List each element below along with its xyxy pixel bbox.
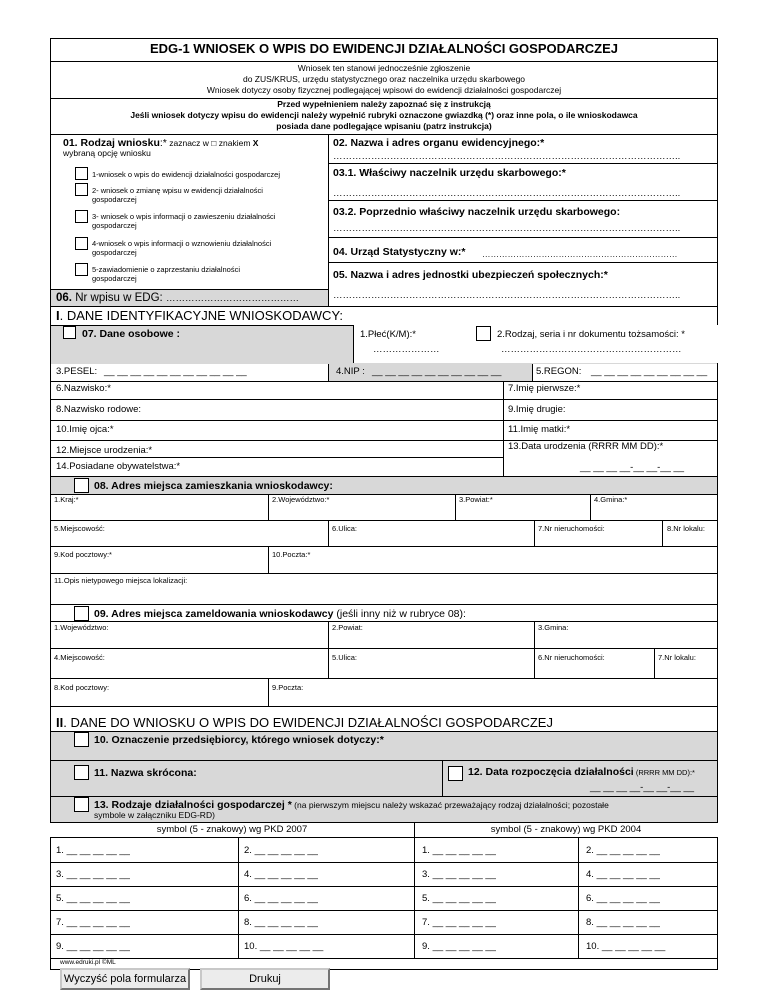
- field-11-checkbox[interactable]: [74, 765, 89, 780]
- registered-postal-code[interactable]: 8.Kod pocztowy:: [54, 683, 110, 692]
- field-031-input[interactable]: ………………………………………………………………………………………………..: [333, 189, 681, 199]
- address-street[interactable]: 6.Ulica:: [332, 524, 358, 533]
- pkd2004-row-8[interactable]: 8. __ __ __ __ __: [586, 917, 660, 928]
- field-07-label: 07. Dane osobowe :: [82, 328, 181, 340]
- field-12-label: 12. Data rozpoczęcia działalności (RRRR MM DD):*: [468, 766, 695, 778]
- registered-house-number[interactable]: 6.Nr nieruchomości:: [538, 653, 605, 662]
- nip-input[interactable]: __ __ __ __ __ __ __ __ __ __: [372, 366, 502, 377]
- field-01-label: 01. Rodzaj wniosku:* zaznacz w □ znakiem X: [63, 137, 259, 149]
- pkd2004-row-2[interactable]: 2. __ __ __ __ __: [586, 845, 660, 856]
- surname-field[interactable]: 6.Nazwisko:*: [56, 383, 111, 394]
- pkd2007-row-9[interactable]: 9. __ __ __ __ __: [56, 941, 130, 952]
- pkd2004-row-4[interactable]: 4. __ __ __ __ __: [586, 869, 660, 880]
- maiden-name-field[interactable]: 8.Nazwisko rodowe:: [56, 404, 142, 415]
- address-country[interactable]: 1.Kraj:*: [54, 495, 79, 504]
- pkd2004-row-5[interactable]: 5. __ __ __ __ __: [422, 893, 496, 904]
- pkd2007-row-3[interactable]: 3. __ __ __ __ __: [56, 869, 130, 880]
- father-name-field[interactable]: 10.Imię ojca:*: [56, 424, 114, 435]
- birthdate-label: 13.Data urodzenia (RRRR MM DD):*: [508, 441, 664, 452]
- pkd2007-row-8[interactable]: 8. __ __ __ __ __: [244, 917, 318, 928]
- id-doc-input[interactable]: …………………………………………………: [501, 344, 682, 355]
- citizenship-field[interactable]: 14.Posiadane obywatelstwa:*: [56, 461, 181, 472]
- request-type-5-checkbox[interactable]: [75, 263, 88, 276]
- field-08-checkbox[interactable]: [74, 478, 89, 493]
- footer-site: www.edruki.pl ©ML: [60, 959, 116, 966]
- id-doc-label: 2.Rodzaj, seria i nr dokumentu tożsamości: *: [497, 329, 685, 340]
- address-apartment-number[interactable]: 8.Nr lokalu:: [667, 524, 705, 533]
- field-12-checkbox[interactable]: [448, 766, 463, 781]
- pkd2007-row-5[interactable]: 5. __ __ __ __ __: [56, 893, 130, 904]
- pkd2004-row-3[interactable]: 3. __ __ __ __ __: [422, 869, 496, 880]
- field-09-checkbox[interactable]: [74, 606, 89, 621]
- field-13-checkbox[interactable]: [74, 797, 89, 812]
- print-button[interactable]: Drukuj: [200, 968, 330, 990]
- field-11-label: 11. Nazwa skrócona:: [94, 767, 197, 779]
- field-02-label: 02. Nazwa i adres organu ewidencyjnego:*: [333, 137, 545, 149]
- pesel-label: 3.PESEL:: [56, 366, 98, 377]
- request-type-4-label: 4-wniosek o wpis informacji o wznowieniu działalności: [92, 239, 272, 248]
- form-title: EDG-1 WNIOSEK O WPIS DO EWIDENCJI DZIAŁALNOŚCI GOSPODARCZEJ: [149, 41, 619, 56]
- request-type-1-label: 1-wniosek o wpis do ewidencji działalności gospodarczej: [92, 170, 281, 179]
- field-031-label: 03.1. Właściwy naczelnik urzędu skarbowego:*: [333, 167, 566, 179]
- pkd2004-row-7[interactable]: 7. __ __ __ __ __: [422, 917, 496, 928]
- header-line-2: do ZUS/KRUS, urzędu statystycznego oraz naczelnika urzędu skarbowego: [242, 74, 526, 84]
- pkd2007-row-10[interactable]: 10. __ __ __ __ __: [244, 941, 324, 952]
- pkd2007-row-4[interactable]: 4. __ __ __ __ __: [244, 869, 318, 880]
- first-name-field[interactable]: 7.Imię pierwsze:*: [508, 383, 581, 394]
- address-locality[interactable]: 5.Miejscowość:: [54, 524, 105, 533]
- field-08-label: 08. Adres miejsca zamieszkania wnioskodawcy:: [94, 480, 333, 492]
- pkd-2007-header: symbol (5 - znakowy) wg PKD 2007: [156, 824, 308, 835]
- request-type-1-checkbox[interactable]: [75, 167, 88, 180]
- registered-commune[interactable]: 3.Gmina:: [538, 623, 569, 632]
- field-02-input[interactable]: ………………………………………………………………………………………………..: [333, 152, 681, 162]
- field-032-input[interactable]: ………………………………………………………………………………………………..: [333, 224, 681, 234]
- instruction-line-3: posiada dane podlegające wpisaniu (patrz instrukcja): [276, 121, 492, 131]
- header-line-1: Wniosek ten stanowi jednocześnie zgłoszenie: [297, 63, 471, 73]
- registered-post-office[interactable]: 9.Poczta:: [272, 683, 304, 692]
- field-05-input[interactable]: ………………………………………………………………………………………………..: [333, 291, 681, 301]
- pkd2007-row-7[interactable]: 7. __ __ __ __ __: [56, 917, 130, 928]
- address-post-office[interactable]: 10.Poczta:*: [272, 550, 311, 559]
- field-01-hint: wybraną opcję wniosku: [63, 148, 151, 158]
- request-type-5-label: 5-zawiadomienie o zaprzestaniu działalności: [92, 265, 240, 274]
- sex-input[interactable]: …………………: [373, 344, 440, 355]
- pkd2007-row-6[interactable]: 6. __ __ __ __ __: [244, 893, 318, 904]
- request-type-3-checkbox[interactable]: [75, 210, 88, 223]
- field-06: 06. Nr wpisu w EDG: ……………………………………: [56, 292, 299, 304]
- regon-label: 5.REGON:: [536, 366, 582, 377]
- registered-apartment-number[interactable]: 7.Nr lokalu:: [658, 653, 696, 662]
- birthdate-input[interactable]: __ __ __ __-__ __-__ __: [580, 462, 685, 473]
- field-12-input[interactable]: __ __ __ __-__ __-__ __: [590, 782, 695, 793]
- registered-street[interactable]: 5.Ulica:: [332, 653, 358, 662]
- birthplace-field[interactable]: 12.Miejsce urodzenia:*: [56, 445, 153, 456]
- request-type-4-checkbox[interactable]: [75, 237, 88, 250]
- registered-locality[interactable]: 4.Miejscowość:: [54, 653, 105, 662]
- pkd2004-row-9[interactable]: 9. __ __ __ __ __: [422, 941, 496, 952]
- field-07-checkbox[interactable]: [63, 326, 76, 339]
- mother-name-field[interactable]: 11.Imię matki:*: [508, 424, 571, 435]
- field-05-label: 05. Nazwa i adres jednostki ubezpieczeń społecznych:*: [333, 269, 608, 281]
- address-location-description[interactable]: 11.Opis nietypowego miejsca lokalizacji:: [54, 576, 188, 585]
- registered-voivodeship[interactable]: 1.Województwo:: [54, 623, 109, 632]
- address-voivodeship[interactable]: 2.Województwo:*: [272, 495, 330, 504]
- address-commune[interactable]: 4.Gmina:*: [594, 495, 628, 504]
- nip-label: 4.NIP :: [336, 366, 365, 377]
- address-postal-code[interactable]: 9.Kod pocztowy:*: [54, 550, 112, 559]
- instruction-line-2: Jeśli wniosek dotyczy wpisu do ewidencji należy wypełnić rubryki oznaczone gwiazdką (*) oraz inne pola, o ile wnioskodawca: [130, 110, 638, 120]
- field-04-input[interactable]: ……………………………………………………………: [482, 250, 678, 259]
- section-2-title: II. DANE DO WNIOSKU O WPIS DO EWIDENCJI DZIAŁALNOŚCI GOSPODARCZEJ: [56, 715, 553, 730]
- instruction-line-1: Przed wypełnieniem należy zapoznać się z instrukcją: [277, 99, 491, 109]
- field-10-checkbox[interactable]: [74, 732, 89, 747]
- field-032-label: 03.2. Poprzednio właściwy naczelnik urzędu skarbowego:: [333, 206, 621, 218]
- address-county[interactable]: 3.Powiat:*: [459, 495, 493, 504]
- pkd-2004-header: symbol (5 - znakowy) wg PKD 2004: [490, 824, 642, 835]
- address-house-number[interactable]: 7.Nr nieruchomości:: [538, 524, 605, 533]
- id-doc-checkbox[interactable]: [476, 326, 491, 341]
- field-04-label: 04. Urząd Statystyczny w:*: [333, 246, 466, 258]
- field-10-label: 10. Oznaczenie przedsiębiorcy, którego wniosek dotyczy:*: [94, 734, 384, 746]
- pkd2004-row-1[interactable]: 1. __ __ __ __ __: [422, 845, 496, 856]
- pkd2007-row-1[interactable]: 1. __ __ __ __ __: [56, 845, 130, 856]
- section-1-title: I. DANE IDENTYFIKACYJNE WNIOSKODAWCY:: [56, 308, 344, 323]
- request-type-3-label: 3- wniosek o wpis informacji o zawieszeniu działalności: [92, 212, 276, 221]
- pkd2004-row-6[interactable]: 6. __ __ __ __ __: [586, 893, 660, 904]
- field-13-label: 13. Rodzaje działalności gospodarczej * (na pierwszym miejscu należy wskazać przeważający rodzaj działalności; pozostałe: [94, 799, 609, 811]
- regon-input[interactable]: __ __ __ __ __ __ __ __ __: [591, 366, 708, 377]
- clear-form-button[interactable]: Wyczyść pola formularza: [60, 968, 190, 990]
- second-name-field[interactable]: 9.Imię drugie:: [508, 404, 566, 415]
- pkd2004-row-10[interactable]: 10. __ __ __ __ __: [586, 941, 666, 952]
- registered-county[interactable]: 2.Powiat:: [332, 623, 363, 632]
- request-type-2-label: 2- wniosek o zmianę wpisu w ewidencji działalności: [92, 186, 263, 195]
- pesel-input[interactable]: __ __ __ __ __ __ __ __ __ __ __: [104, 366, 247, 377]
- field-13-note: symbole w załączniku EDG-RD): [94, 810, 215, 820]
- pkd2007-row-2[interactable]: 2. __ __ __ __ __: [244, 845, 318, 856]
- field-09-label: 09. Adres miejsca zameldowania wnioskodawcy (jeśli inny niż w rubryce 08):: [94, 608, 466, 620]
- header-line-3: Wniosek dotyczy osoby fizycznej podlegającej wpisowi do ewidencji działalności gospodarczej: [206, 85, 562, 95]
- sex-label: 1.Płeć(K/M):*: [360, 329, 416, 340]
- request-type-2-checkbox[interactable]: [75, 183, 88, 196]
